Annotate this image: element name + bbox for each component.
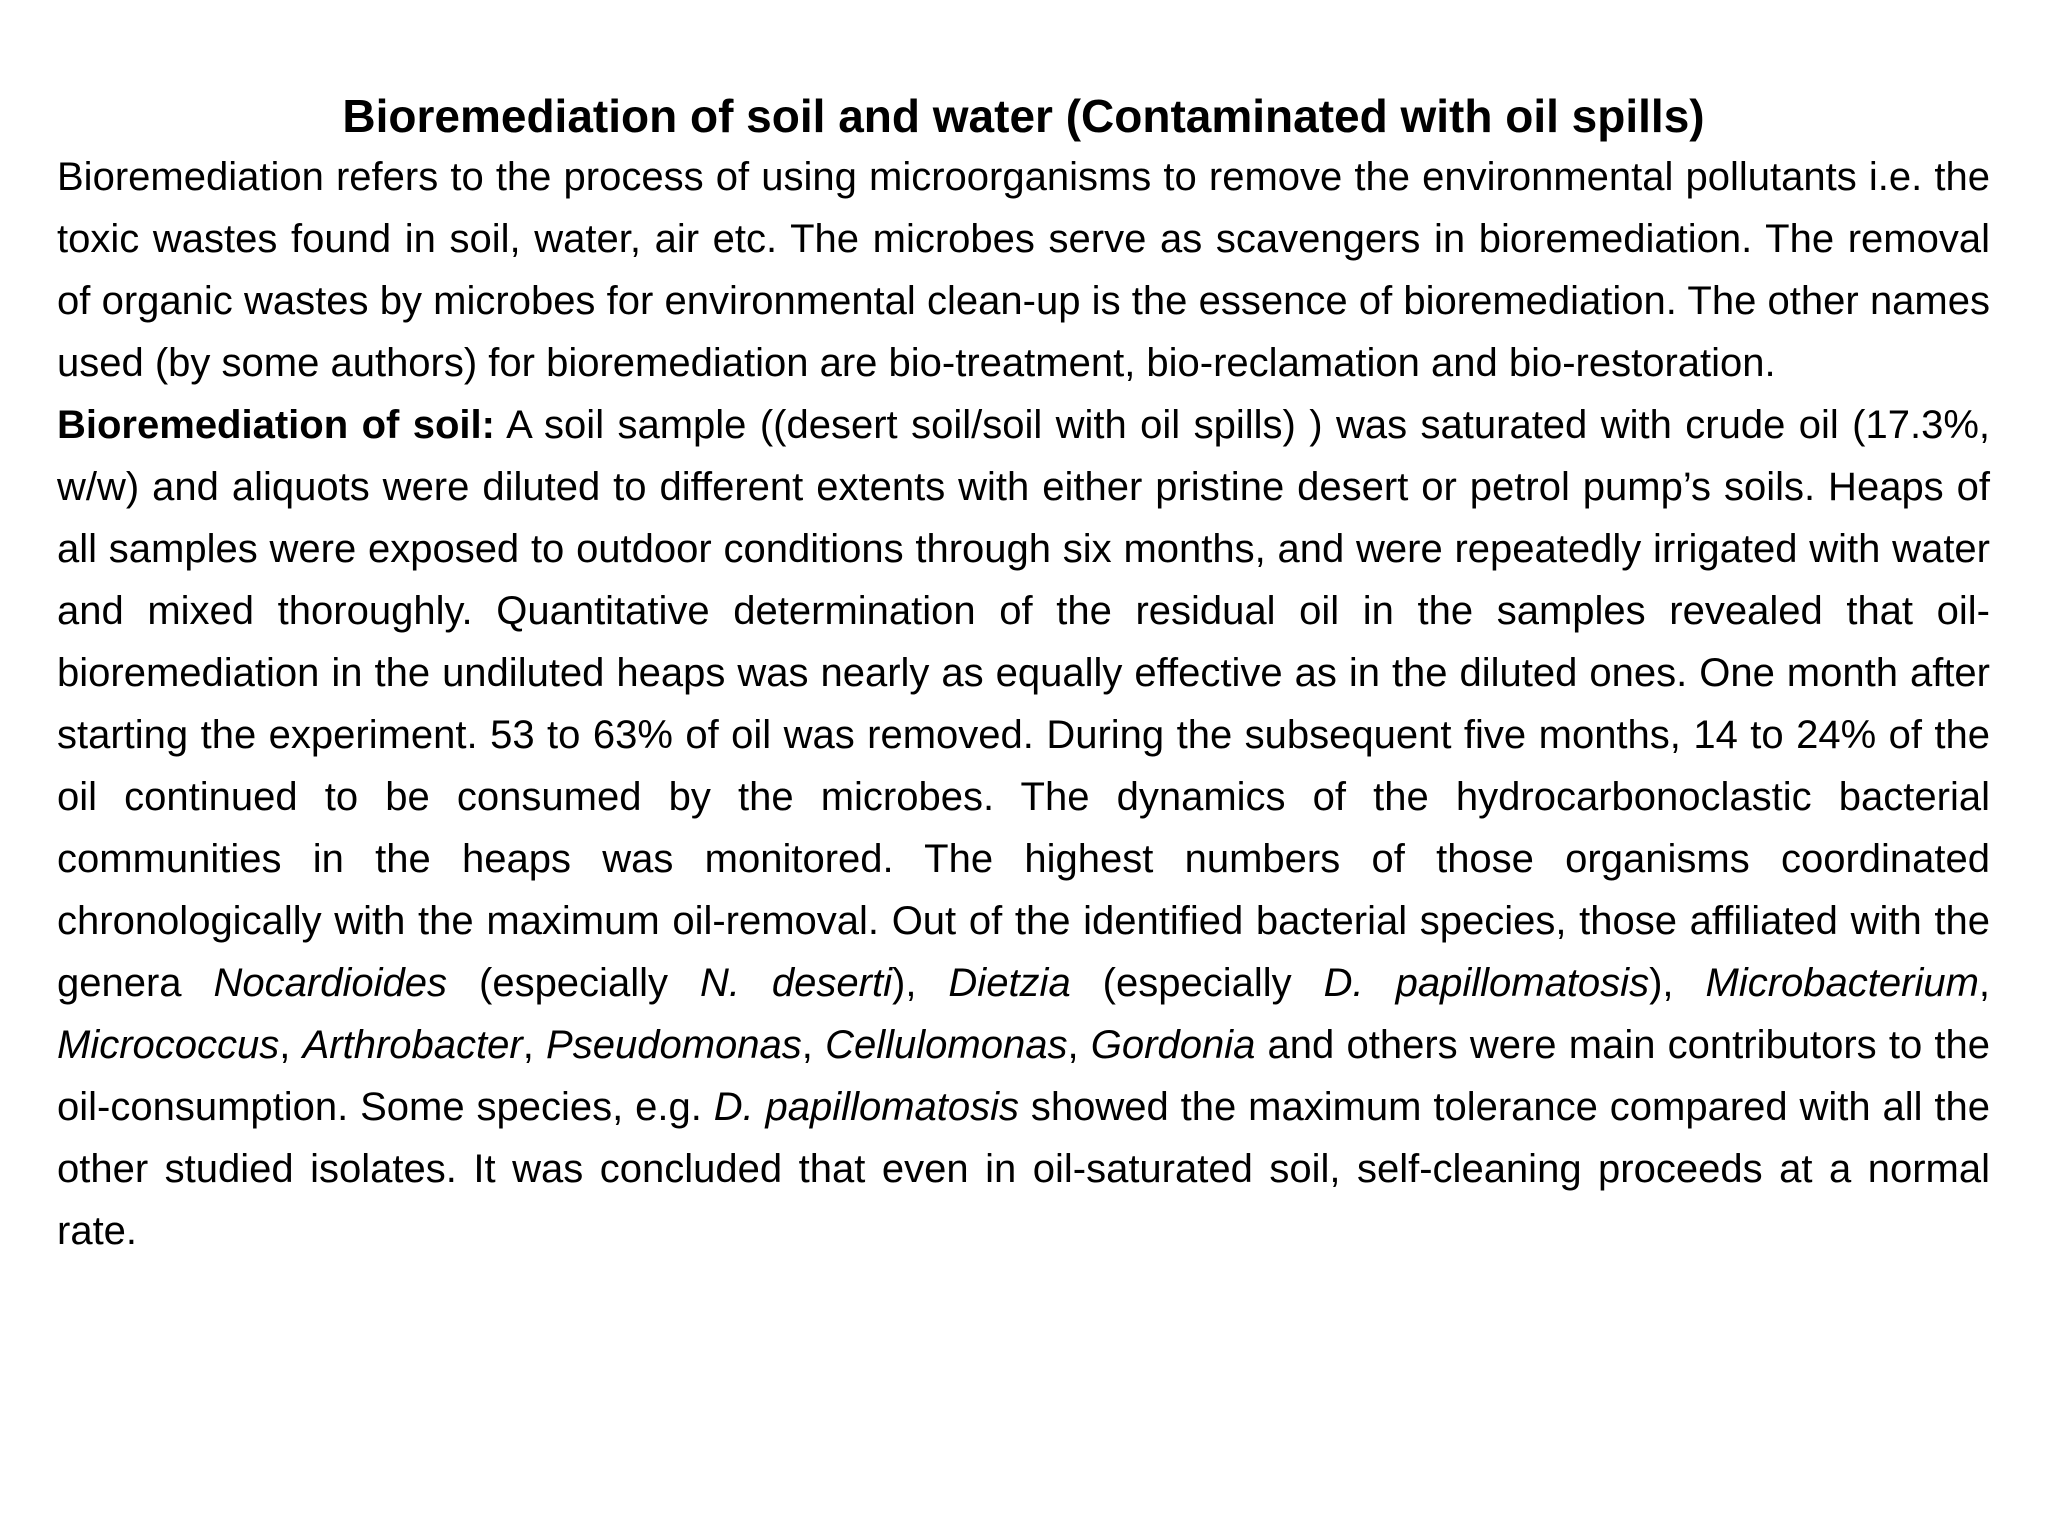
intro-paragraph: Bioremediation refers to the process of using microorganisms to remove the environmental pollutants i.e. the toxic wastes found in soil, water, air etc. The microbes serve as scavengers in bioremediation. The removal of organic wastes by microbes for environmental clean-up is the essence of bioremediation. The other names used (by some authors) for bioremediation are bio-treatment, bio-reclamation and bio-restoration. [57,155,1990,385]
species-d-papillomatosis: D. papillomatosis [1323,961,1650,1005]
soil-section-heading: Bioremediation of soil: [57,403,495,447]
slide-title: Bioremediation of soil and water (Contaminated with oil spills) [342,90,1705,142]
species-n-deserti: N. deserti [699,961,892,1005]
soil-text-4: (especially [1070,961,1324,1005]
soil-text-10: , [1067,1023,1091,1067]
genus-dietzia: Dietzia [948,961,1071,1005]
soil-text-5: ), [1649,961,1706,1005]
soil-text-1: A soil sample ((desert soil/soil with oil spills) ) was saturated with crude oil (17.3%, w/w) and aliquots were diluted to different extents with either pristine desert or petrol pump’s soils. Heaps of all samples were exposed to outdoor conditions through six months, and were repeatedly irrigated with water and mixed thoroughly. Quantitative determination of the residual oil in the samples revealed that oil-bioremediation in the undiluted heaps was nearly as equally effective as in the diluted ones. One month after starting the experiment. 53 to 63% of oil was removed. During the subsequent five months, 14 to 24% of the oil continued to be consumed by the microbes. The dynamics of the hydrocarbonoclastic bacterial communities in the heaps was monitored. The highest numbers of those organisms coordinated chronologically with the maximum oil-removal. Out of the identified bacterial species, those affiliated with the genera [57,403,1991,1005]
soil-paragraph [57,394,1990,1262]
soil-text-12: showed the maximum tolerance compared with all the other studied isolates. It was concluded that even in oil-saturated soil, self-cleaning proceeds at a normal rate. [57,1085,1991,1253]
genus-nocardioides: Nocardioides [213,961,448,1005]
genus-microbacterium: Microbacterium [1705,961,1979,1005]
soil-text-11: and others were main contributors to the oil-consumption. Some species, e.g. [57,1023,1991,1129]
soil-text-9: , [801,1023,826,1067]
genus-pseudomonas: Pseudomonas [546,1023,802,1067]
soil-text-8: , [522,1023,547,1067]
genus-micrococcus: Micrococcus [57,1023,280,1067]
soil-text-2: (especially [447,961,700,1005]
slide-body [57,146,1990,1262]
soil-text-6: , [1978,961,1991,1005]
genus-arthrobacter: Arthrobacter [302,1023,523,1067]
soil-text-3: ), [892,961,949,1005]
species-d-papillomatosis-2: D. papillomatosis [713,1085,1020,1129]
soil-text-7: , [279,1023,303,1067]
genus-cellulomonas: Cellulomonas [825,1023,1068,1067]
genus-gordonia: Gordonia [1090,1023,1256,1067]
